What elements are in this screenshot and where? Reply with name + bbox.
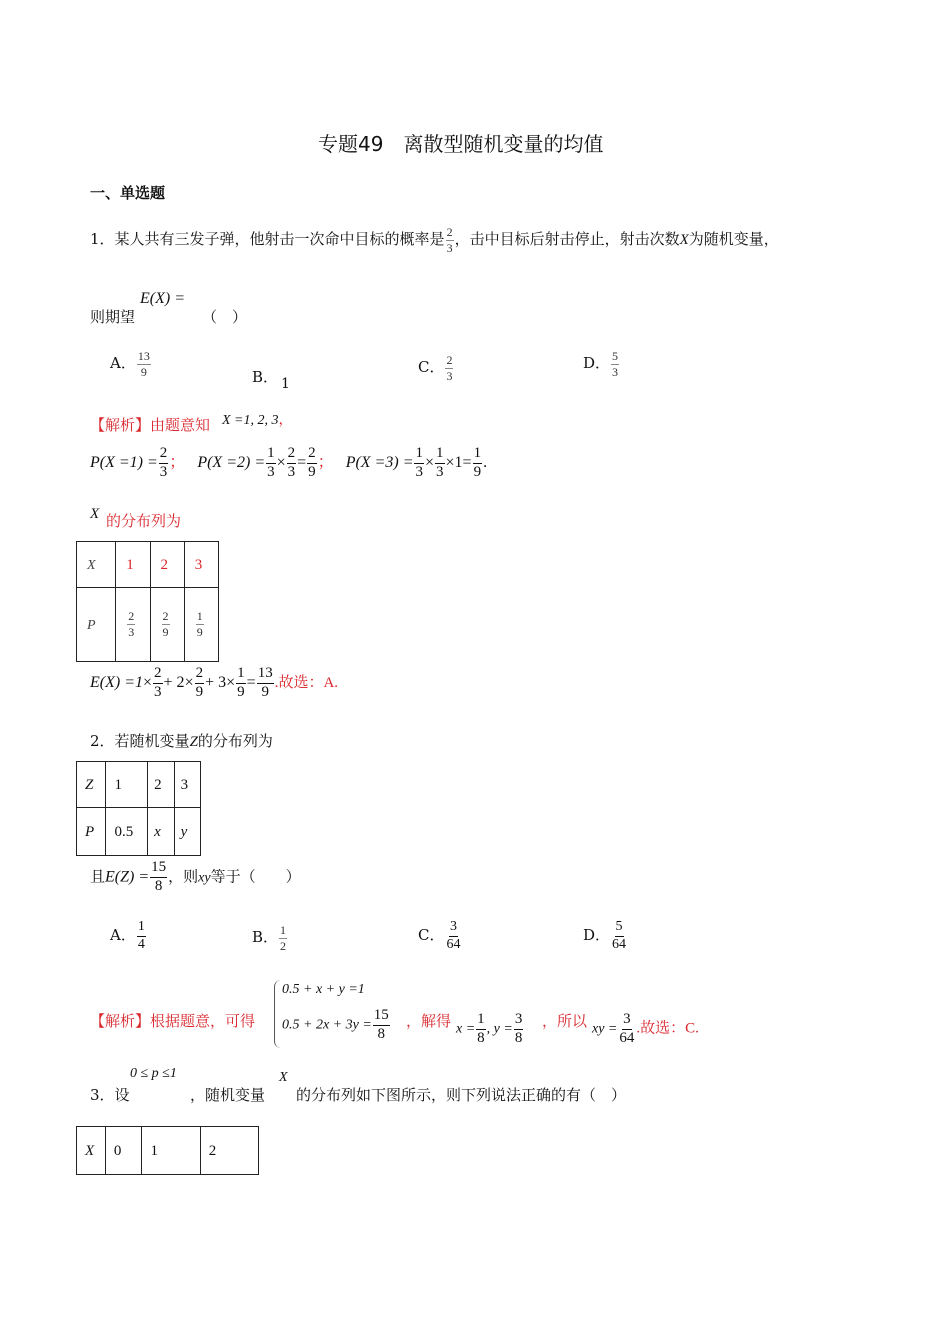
system-equation-1: 0.5 + x + y =1: [282, 982, 365, 997]
option-fraction: $\frac{5}{3}$: [612, 349, 619, 379]
question-number: 3．: [90, 1086, 115, 1104]
table-cell: P: [77, 588, 116, 662]
option-fraction: $\frac{5}{64}$: [612, 919, 627, 952]
option-d: [583, 920, 628, 952]
expectation-lhs: E(X) =1: [90, 673, 143, 691]
analysis-text: 由题意知: [150, 416, 211, 434]
option-a: [110, 350, 152, 378]
option-label: D．: [583, 926, 611, 945]
fraction: $\frac{2}{9}$: [195, 665, 204, 700]
fraction: $\frac{1}{3}$: [415, 445, 423, 480]
question-2-condition: [90, 860, 301, 895]
period: .: [483, 453, 488, 471]
analysis-text: 根据题意，可得: [150, 1012, 256, 1030]
table-cell: 3: [184, 542, 218, 588]
fraction: $\frac{1}{9}$: [237, 665, 245, 700]
expectation-line: [90, 666, 338, 701]
distribution-label: 的分布列为: [106, 512, 182, 530]
option-label: D．: [583, 354, 611, 373]
condition-prefix: 且: [90, 867, 106, 886]
so-text: ，所以: [542, 1012, 588, 1030]
table-cell: 2: [200, 1127, 258, 1175]
question-3-text: [190, 1084, 265, 1105]
question-3-tail: 的分布列如下图所示，则下列说法正确的有（ ）: [296, 1086, 627, 1104]
one: 1: [454, 453, 463, 471]
question-2-line: [90, 730, 273, 751]
table-cell: 2: [150, 542, 184, 588]
table-cell: y: [174, 808, 200, 856]
fraction: $\frac{2}{3}$: [287, 445, 296, 480]
option-label: B．: [252, 928, 279, 947]
option-fraction: $\frac{3}{64}$: [446, 919, 461, 952]
times-sign: ×: [445, 453, 455, 471]
option-d: [583, 350, 620, 378]
page-title: 专题49 离散型随机变量的均值: [318, 132, 604, 156]
table-cell: 0: [105, 1127, 142, 1175]
parameter-condition: 0 ≤ p ≤1: [130, 1066, 177, 1081]
system-brace: [274, 980, 281, 1048]
fraction: $\frac{1}{3}$: [267, 445, 275, 480]
question-1-line-1: [90, 226, 779, 254]
option-a: [110, 920, 147, 952]
p1-expression: P(X =1) =: [90, 453, 158, 471]
analysis-tag: 【解析】: [90, 416, 151, 434]
variable-x: X: [679, 232, 689, 249]
fraction: $\frac{2}{9}$: [308, 445, 316, 480]
fraction: $\frac{15}{8}$: [151, 859, 167, 894]
table-cell: 0.5: [106, 808, 148, 856]
question-text: ，击中目标后射击停止，射击次数: [454, 230, 680, 249]
system-equation-2: 0.5 + 2x + 3y = $\frac{15}{8}$: [282, 1007, 389, 1042]
xy-result: xy = $\frac{3}{64}$ .故选：C.: [592, 1011, 699, 1046]
option-label: B．: [252, 368, 279, 386]
fraction: $\frac{1}{9}$: [473, 445, 482, 480]
fraction: $\frac{2}{3}$: [154, 665, 162, 700]
option-fraction: $\frac{2}{3}$: [446, 353, 453, 383]
equals: =: [297, 453, 307, 471]
distribution-table-1: [76, 541, 219, 662]
question-number: 2．: [90, 732, 115, 750]
question-text: 为随机变量，: [688, 230, 779, 249]
option-fraction: $\frac{1}{2}$: [280, 923, 287, 953]
table-cell: 1: [142, 1127, 200, 1175]
option-fraction: $\frac{1}{4}$: [137, 919, 145, 952]
analysis-2-prefix: [90, 1010, 255, 1031]
table-cell: x: [148, 808, 174, 856]
table-cell: $\frac{1}{9}$: [184, 588, 218, 662]
analysis-1-line-1: [90, 414, 210, 435]
option-label: C．: [418, 358, 445, 377]
fraction: $\frac{2}{3}$: [159, 445, 168, 480]
times-sign: ×: [143, 673, 153, 691]
times-sign: ×: [226, 673, 236, 691]
equals: =: [462, 453, 472, 471]
option-b: [252, 924, 288, 952]
probability-line: [90, 446, 487, 481]
times-sign: ×: [424, 453, 435, 471]
question-text: 的分布列为: [197, 732, 273, 750]
equals: =: [246, 673, 256, 691]
term: + 3: [205, 673, 227, 691]
fraction: $\frac{1}{3}$: [436, 445, 444, 480]
times-sign: ×: [276, 453, 286, 471]
variable-x: X: [279, 1070, 288, 1085]
answer-parentheses: （ ）: [202, 308, 248, 326]
condition-text: 等于（ ）: [210, 867, 301, 886]
question-text: ，随机变量: [190, 1086, 266, 1104]
option-label: C．: [418, 926, 445, 945]
variable-xy: xy: [198, 870, 211, 886]
solution: x = $\frac{1}{8}$ , y = $\frac{3}{8}$: [456, 1011, 523, 1046]
table-cell: X: [77, 1127, 106, 1175]
option-fraction: $\frac{13}{9}$: [137, 349, 150, 379]
fraction: $\frac{13}{9}$: [257, 665, 273, 700]
table-cell: Z: [77, 762, 106, 808]
option-b: [252, 366, 278, 387]
table-cell: $\frac{2}{9}$: [150, 588, 184, 662]
distribution-table-2: [76, 761, 201, 856]
table-cell: 2: [148, 762, 174, 808]
question-text: 设: [114, 1086, 130, 1104]
question-number: 1．: [90, 230, 115, 249]
analysis-set: X =1, 2, 3，: [222, 413, 293, 428]
table-cell: P: [77, 808, 106, 856]
distribution-table-3: [76, 1126, 259, 1175]
option-b-value: 1: [281, 376, 290, 392]
term: + 2: [163, 673, 185, 691]
solve-text: ，解得: [406, 1012, 452, 1030]
option-c: [418, 920, 462, 952]
expectation-expression: E(X) =: [140, 290, 185, 307]
times-sign: ×: [184, 673, 194, 691]
answer-conclusion: .故选：A.: [274, 674, 339, 691]
table-cell: 1: [106, 762, 148, 808]
option-label: A．: [110, 926, 136, 945]
table-cell: $\frac{2}{3}$: [116, 588, 150, 662]
question-text: 某人共有三发子弹，他射击一次命中目标的概率是: [114, 230, 445, 249]
table-cell: 3: [174, 762, 200, 808]
condition-text: ，则: [168, 867, 199, 886]
separator: ；: [317, 453, 334, 471]
question-text: 若随机变量: [114, 732, 190, 750]
p3-expression: P(X =3) =: [345, 453, 414, 471]
probability-fraction: $\frac{2}{3}$: [446, 225, 453, 255]
variable-z: Z: [189, 734, 198, 750]
analysis-tag: 【解析】: [90, 1012, 151, 1030]
table-cell: 1: [116, 542, 150, 588]
condition-expression: E(Z) =: [105, 868, 150, 886]
option-label: A．: [110, 354, 136, 373]
question-3-prefix: [90, 1084, 130, 1105]
table-cell: X: [77, 542, 116, 588]
section-heading: 一、单选题: [90, 184, 166, 202]
question-1-line-2-prefix: 则期望: [90, 308, 136, 326]
option-c: [418, 354, 454, 382]
p2-expression: P(X =2) =: [197, 453, 266, 471]
separator: ；: [169, 453, 186, 471]
distribution-variable: X: [90, 506, 100, 522]
